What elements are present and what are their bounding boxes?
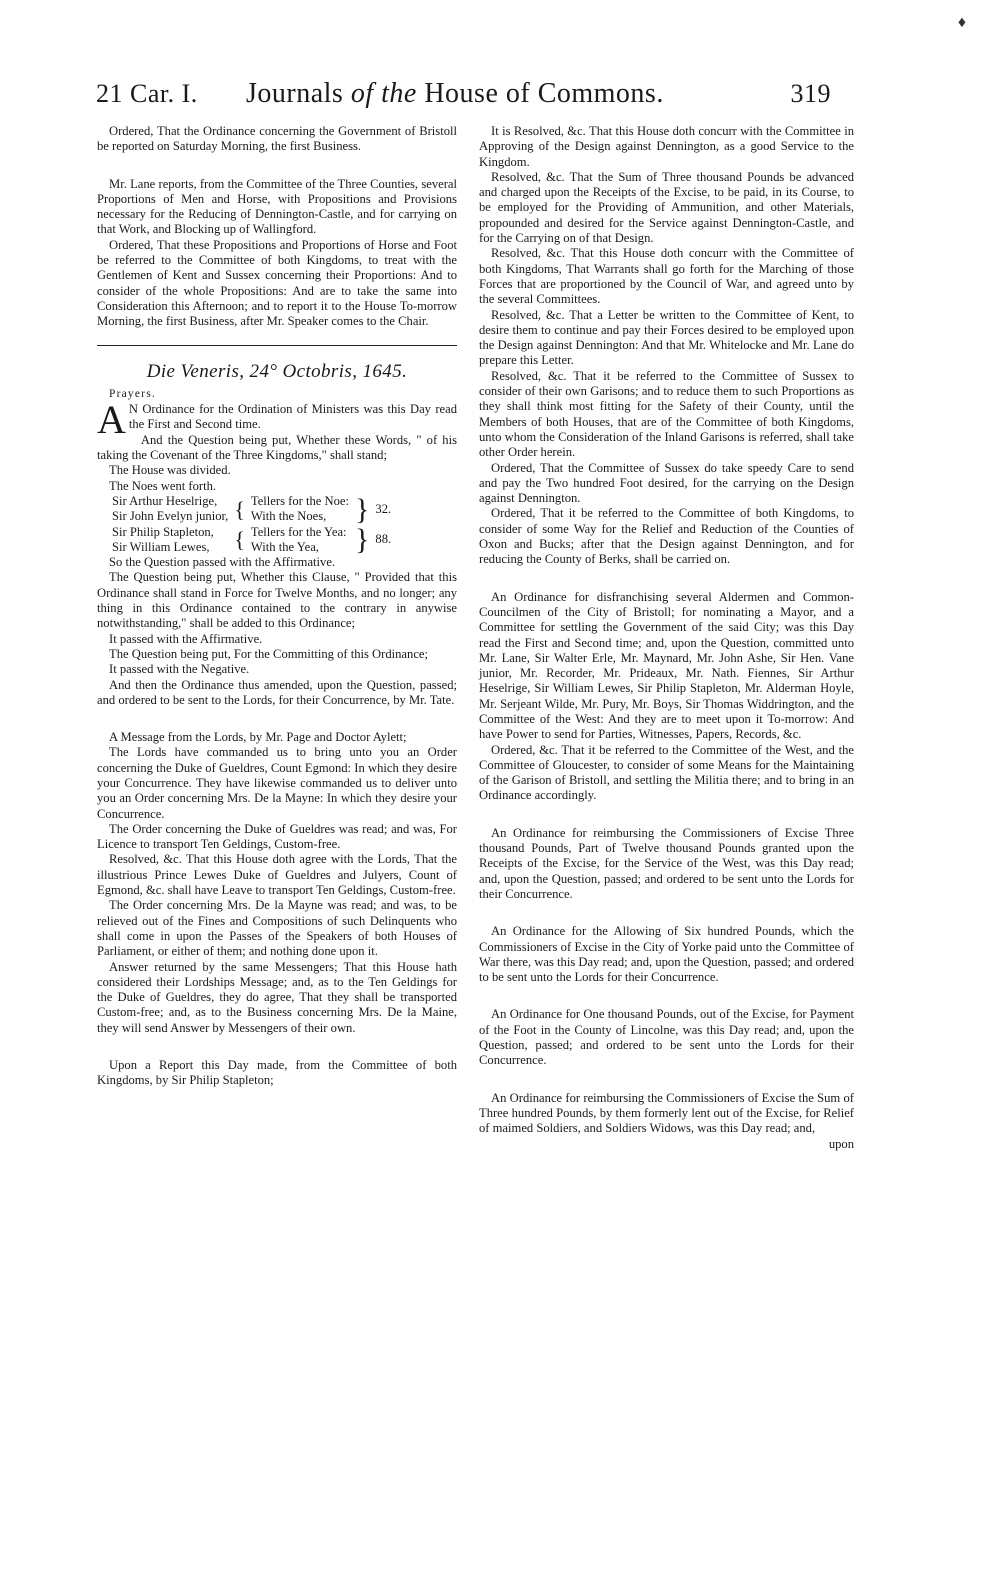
teller-name: Sir Philip Stapleton,	[112, 524, 214, 539]
paragraph: Resolved, &c. That this House doth agree with the Lords, That the illustrious Prince Lewes Duke of Gueldres and Julyers, Count of Egmond, &c. shall have Leave to transport Ten Geldings, Custom-free.	[97, 852, 457, 898]
paragraph: Ordered, That these Propositions and Proportions of Horse and Foot be referred to the Committee of both Kingdoms, to treat with the Gentlemen of Kent and Sussex concerning their Proportions: And to consider of the whole Propositions: And are to take the same into Consideration this Afternoon; and to report it to the House To-morrow Morning, the first Business, after Mr. Speaker comes to the Chair.	[97, 237, 457, 329]
paragraph: Resolved, &c. That a Letter be written to the Committee of Kent, to desire them to continue and pay their Forces desired to be employed upon the Design against Dennington: And that Mr. Whitelocke and Mr. Lane do prepare this Letter.	[479, 307, 854, 368]
paragraph: A Message from the Lords, by Mr. Page and Doctor Aylett;	[109, 730, 407, 745]
teller-name: Sir William Lewes,	[112, 539, 210, 554]
paragraph: It passed with the Negative.	[109, 662, 250, 677]
paragraph: The Question being put, For the Committing of this Ordinance;	[109, 646, 429, 661]
teller-role: With the Noes,	[250, 509, 327, 524]
brace: }	[355, 492, 370, 526]
vote-count: 32.	[375, 501, 392, 516]
drop-cap: A	[97, 397, 126, 443]
paragraph: The Lords have commanded us to bring unto you an Order concerning the Duke of Gueldres, Count Egmond: In which they desire your Concurrence. They have likewise commanded us to deliver unto you an Order concerning Mrs. De la Mayne: In which they desire your Concurrence.	[97, 745, 457, 821]
catchword: upon	[828, 1136, 854, 1151]
paragraph: Ordered, That the Ordinance concerning the Government of Bristoll be reported on Saturday Morning, the first Business.	[97, 124, 457, 154]
teller-role: Tellers for the Noe:	[250, 493, 349, 508]
left-column	[97, 124, 457, 1089]
paragraph: An Ordinance for disfranchising several Aldermen and Common-Councilmen of the City of Bristoll; for nominating a Mayor, and a Committee for settling the Government of the said City; was this Day read the First and Second time; and, upon the Question, committed unto Mr. Lane, Sir Walter Erle, Mr. Maynard, Mr. John Ashe, Sir Hen. Vane junior, Mr. Recorder, Mr. Prideaux, Mr. Nath. Fiennes, Sir Arthur Heselrige, Sir William Lewes, Sir Philip Stapleton, Mr. Alderman Hoyle, Mr. Serjeant Wilde, Mr. Pury, Mr. Boys, Sir Thomas Widdrington, and the Committee of the West: And they are to meet upon it To-morrow: And have Power to send for Parties, Witnesses, Papers, Records, &c.	[479, 589, 854, 742]
paragraph: And the Question being put, Whether these Words, " of his taking the Covenant of the Three Kingdoms," shall stand;	[97, 432, 457, 463]
paragraph: An Ordinance for reimbursing the Commissioners of Excise Three thousand Pounds, Part of Twelve thousand Pounds granted upon the Receipts of the Excise, for the Service of the West, was this Day read; and, upon the Question, passed; and ordered to be sent unto the Lords for their Concurrence.	[479, 825, 854, 901]
paragraph: It is Resolved, &c. That this House doth concurr with the Committee in Approving of the Design against Dennington, as a good Service to the Kingdom.	[479, 124, 854, 169]
teller-role: With the Yea,	[250, 539, 319, 554]
paragraph: Ordered, &c. That it be referred to the Committee of the West, and the Committee of Gloucester, to consider of some Means for the Maintaining of the Garison of Bristoll, and settling the Militia there; and to bring in an Ordinance accordingly.	[479, 742, 854, 803]
vote-count: 88.	[375, 532, 392, 547]
right-column	[479, 124, 854, 1152]
paragraph: Answer returned by the same Messengers; That this House hath considered their Lordships Message; and, as to the Ten Geldings for the Duke of Gueldres, they do agree, That they shall be transported Custom-free; and, as to the Business concerning Mrs. De la Maine, they will send Answer by Messengers of their own.	[97, 959, 457, 1035]
corner-mark: ♦	[957, 14, 966, 31]
brace: {	[234, 527, 245, 553]
paragraph: The House was divided.	[109, 463, 231, 478]
teller-name: Sir Arthur Heselrige,	[112, 493, 218, 508]
prayers-label: Prayers.	[109, 387, 156, 400]
paragraph: An Ordinance for the Allowing of Six hundred Pounds, which the Commissioners of Excise in the City of Yorke paid unto the Committee of War there, was this Day read; and, upon the Question, passed; and ordered to be sent unto the Lords for their Concurrence.	[479, 924, 854, 985]
paragraph: Mr. Lane reports, from the Committee of the Three Counties, several Proportions of Men and Horse, with Propositions and Provisions necessary for the Reducing of Dennington-Castle, and for carrying on that Work, and Blocking up of Wallingford.	[97, 176, 457, 237]
journal-title: Journals of the House of Commons.	[246, 78, 664, 109]
teller-role: Tellers for the Yea:	[250, 524, 347, 539]
paragraph: Ordered, That it be referred to the Committee of both Kingdoms, to consider of some Way for the Relief and Reduction of the Counties of Oxon and Bucks; after that the Design against Dennington, and for reducing the County of Berks, shall be carried on.	[479, 506, 854, 567]
page-number: 319	[790, 79, 831, 108]
paragraph: Resolved, &c. That it be referred to the Committee of Sussex to consider of their own Garisons; and to reduce them to such Proportions as they shall think most fitting for the Safety of their County, until the Members of both Houses, that are of the Committee of both Kingdoms, unto whom the Consideration of the Inland Garisons is referred, shall take other Order herein.	[479, 368, 854, 460]
paragraph: So the Question passed with the Affirmative.	[109, 555, 336, 570]
page-header	[96, 72, 831, 116]
brace: {	[234, 496, 245, 522]
paragraph: Resolved, &c. That the Sum of Three thousand Pounds be advanced and charged upon the Receipts of the Excise, to be paid, in its Course, to be employed for the Providing of Ammunition, and other Materials, propounded and desired for the Service against Dennington-Castle, and for the Carrying on of that Design.	[479, 169, 854, 246]
paragraph: The Order concerning Mrs. De la Mayne was read; and was, to be relieved out of the Fines and Compositions of such Delinquents who shall come in upon the Passes of the Speakers of both Houses of Parliament, or either of them; and nothing done upon it.	[97, 898, 457, 959]
section-divider	[97, 345, 457, 346]
paragraph: Upon a Report this Day made, from the Committee of both Kingdoms, by Sir Philip Stapleton;	[97, 1058, 457, 1088]
paragraph: The Order concerning the Duke of Gueldres was read; and was, For Licence to transport Ten Geldings, Custom-free.	[97, 821, 457, 852]
paragraph: It passed with the Affirmative.	[109, 631, 263, 646]
paragraph: The Noes went forth.	[109, 478, 217, 493]
tellers-table	[109, 494, 394, 555]
paragraph: The Question being put, Whether this Clause, " Provided that this Ordinance shall stand in Force for Twelve Months, and no longer; any thing in this Ordinance contained to the contrary in anywise notwithstanding," shall be added to this Ordinance;	[97, 570, 457, 631]
paragraph: Resolved, &c. That this House doth concurr with the Committee of both Kingdoms, That Warrants shall go forth for the Marching of those Forces that are proportioned by the Council of War, and agreed unto by the several Committees.	[479, 246, 854, 307]
ordinance-intro: A N Ordinance for the Ordination of Ministers was this Day read the First and Second time.	[97, 397, 457, 443]
paragraph: And then the Ordinance thus amended, upon the Question, passed; and ordered to be sent to the Lords, for their Concurrence, by Mr. Tate.	[97, 677, 457, 707]
teller-name: Sir John Evelyn junior,	[112, 509, 229, 524]
date-heading: Die Veneris, 24° Octobris, 1645.	[146, 360, 408, 382]
paragraph: An Ordinance for One thousand Pounds, out of the Excise, for Payment of the Foot in the County of Lincolne, was this Day read; and, upon the Question, passed; and ordered to be sent unto the Lords for their Concurrence.	[479, 1007, 854, 1068]
paragraph: An Ordinance for reimbursing the Commissioners of Excise the Sum of Three hundred Pounds, by them formerly lent out of the Excise, for Relief of maimed Soldiers, and Soldiers Widows, was this Day read; and,	[479, 1090, 854, 1136]
reign-label: 21 Car. I.	[96, 79, 198, 108]
brace: }	[355, 523, 370, 557]
paragraph: Ordered, That the Committee of Sussex do take speedy Care to send and pay the Two hundred Foot desired, for the carrying on the Design against Dennington.	[479, 460, 854, 506]
